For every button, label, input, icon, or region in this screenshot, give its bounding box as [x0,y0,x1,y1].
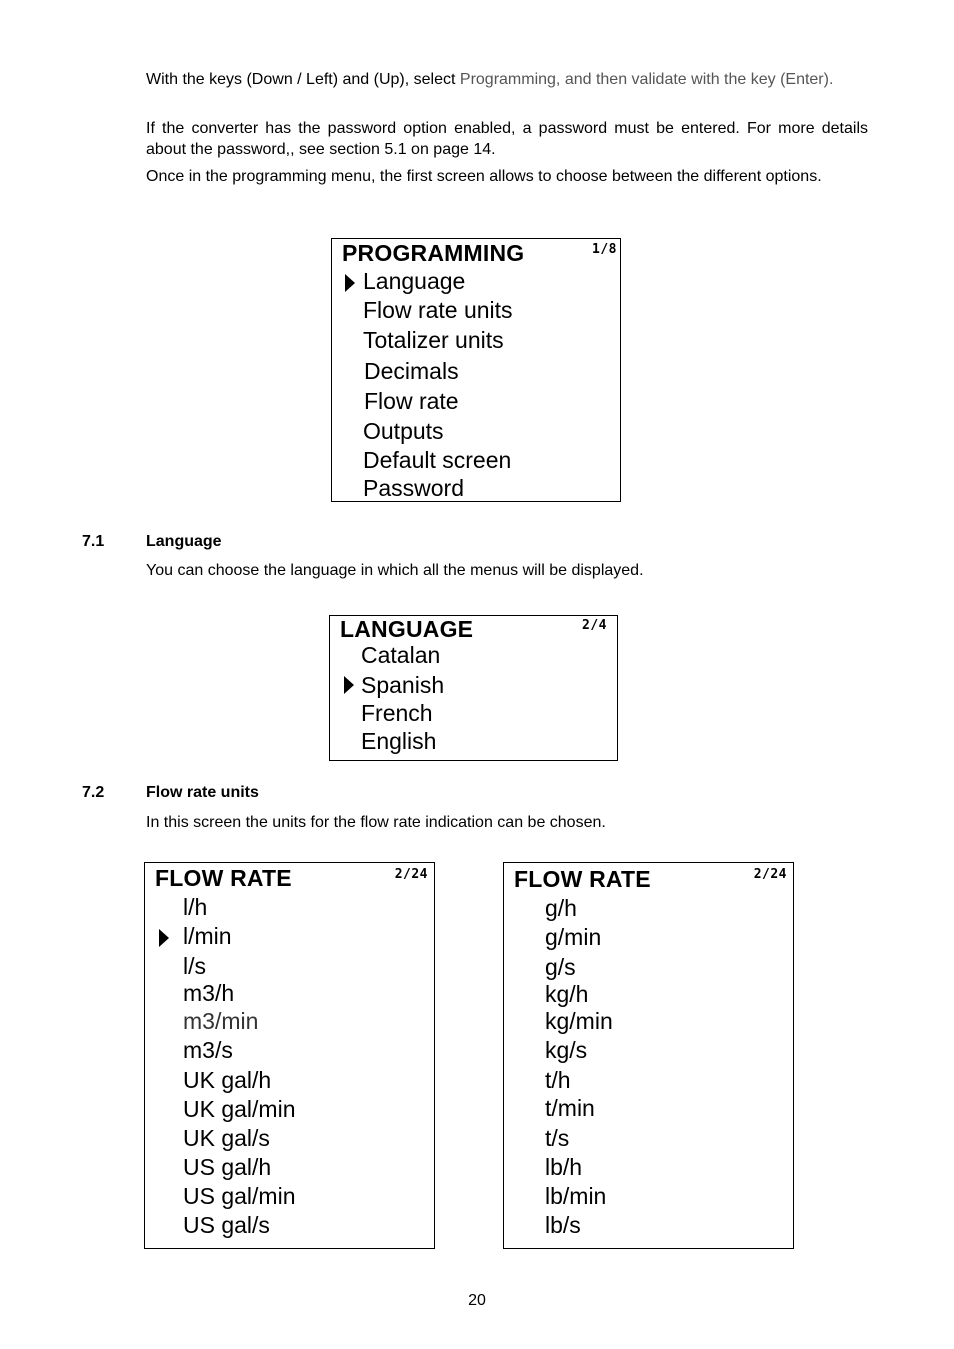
intro-text: With the keys (Down / Left) and (Up), select [146,71,460,88]
section-number: 7.1 [82,533,105,550]
unit-option[interactable]: lb/h [545,1154,583,1180]
unit-option[interactable]: l/s [183,953,206,979]
menu-item-decimals[interactable]: Decimals [364,358,459,384]
page-number: 20 [468,1292,486,1309]
language-option-french[interactable]: French [361,700,433,726]
screen-title: PROGRAMMING [342,240,525,266]
unit-option[interactable]: g/min [545,924,602,950]
unit-option[interactable]: UK gal/min [183,1096,296,1122]
unit-option[interactable]: kg/h [545,981,589,1007]
unit-option[interactable]: UK gal/h [183,1067,272,1093]
menu-item-flow-rate[interactable]: Flow rate [364,388,459,414]
unit-option[interactable]: t/h [545,1067,571,1093]
unit-option[interactable]: kg/s [545,1037,588,1063]
screen-page-indicator: 2/24 [394,867,428,882]
unit-option[interactable]: US gal/min [183,1183,296,1209]
intro-paragraph-3: Once in the programming menu, the first screen allows to choose between the different options. [146,168,822,185]
unit-option[interactable]: m3/h [183,980,235,1006]
selection-cursor-icon [159,929,169,947]
section-number: 7.2 [82,784,105,801]
menu-item-language[interactable]: Language [363,268,466,294]
section-title: Flow rate units [146,784,259,801]
menu-item-outputs[interactable]: Outputs [363,418,444,444]
language-option-spanish[interactable]: Spanish [361,672,445,698]
selection-cursor-icon [344,676,354,694]
section-text: You can choose the language in which all the menus will be displayed. [146,562,644,579]
unit-option[interactable]: m3/min [183,1008,259,1034]
flow-rate-screen-volume [144,862,435,1249]
intro-paragraph-2: If the converter has the password option enabled, a password must be entered. For more details about the password,, see section 5.1 on page 14. [146,120,868,158]
unit-option[interactable]: lb/min [545,1183,607,1209]
section-text: In this screen the units for the flow rate indication can be chosen. [146,814,606,831]
selection-cursor-icon [345,274,355,292]
unit-option[interactable]: m3/s [183,1037,233,1063]
section-title: Language [146,533,222,550]
intro-paragraph-1 [146,69,868,90]
screen-title: LANGUAGE [340,616,474,642]
unit-option[interactable]: US gal/s [183,1212,270,1238]
unit-option[interactable]: kg/min [545,1008,613,1034]
menu-item-flow-rate-units[interactable]: Flow rate units [363,297,513,323]
menu-item-default-screen[interactable]: Default screen [363,447,512,473]
unit-option[interactable]: UK gal/s [183,1125,270,1151]
unit-option[interactable]: t/s [545,1125,570,1151]
screen-page-indicator: 2/4 [582,618,607,633]
programming-screen [331,238,621,502]
flow-rate-screen-mass [503,862,794,1249]
language-option-catalan[interactable]: Catalan [361,642,441,668]
unit-option[interactable]: g/h [545,895,577,921]
screen-title: FLOW RATE [155,865,292,891]
unit-option[interactable]: t/min [545,1095,595,1121]
screen-page-indicator: 1/8 [592,242,617,257]
intro-highlight-text: Programming, and then validate with the key (Enter). [459,71,834,88]
unit-option[interactable]: g/s [545,954,576,980]
screen-title: FLOW RATE [514,866,651,892]
language-option-english[interactable]: English [361,728,437,754]
unit-option[interactable]: lb/s [545,1212,581,1238]
screen-page-indicator: 2/24 [753,867,787,882]
language-screen [329,615,618,761]
menu-item-password[interactable]: Password [363,475,464,501]
menu-item-totalizer-units[interactable]: Totalizer units [363,327,504,353]
unit-option[interactable]: US gal/h [183,1154,272,1180]
unit-option[interactable]: l/h [183,894,208,920]
unit-option[interactable]: l/min [183,923,232,949]
